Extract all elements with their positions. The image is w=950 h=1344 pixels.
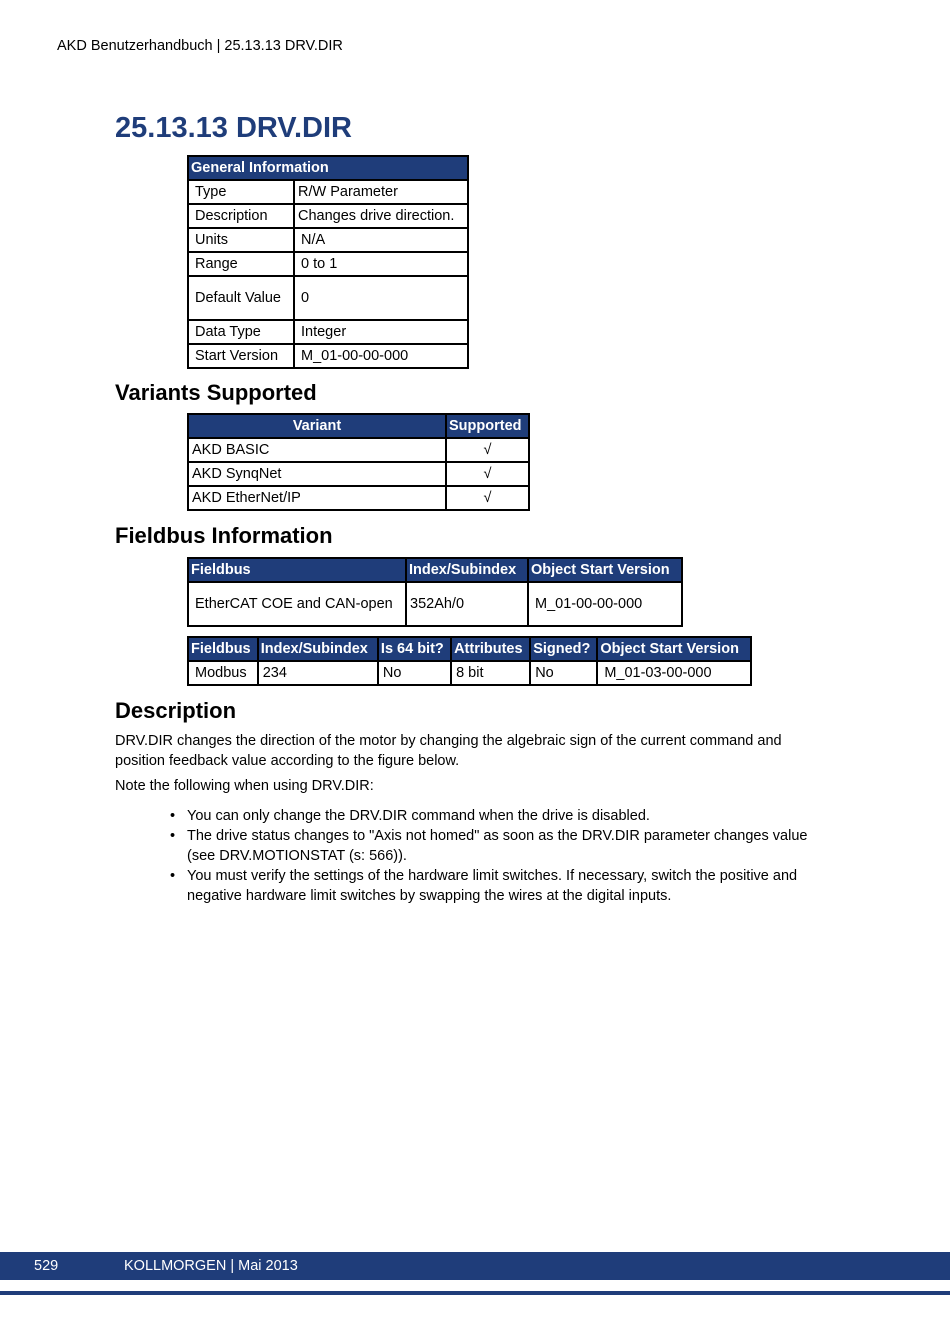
table-row — [188, 438, 529, 462]
fieldbus-table-canopen — [187, 557, 683, 627]
units-label: Units — [188, 228, 294, 252]
type-value: R/W Parameter — [294, 180, 468, 204]
data-type-value: Integer — [294, 320, 468, 344]
supported-check: √ — [446, 462, 529, 486]
table-row — [188, 582, 682, 626]
table-row — [188, 661, 751, 685]
list-item — [170, 826, 810, 866]
object-start-version-value: M_01-03-00-000 — [597, 661, 751, 685]
footer-text: KOLLMORGEN | Mai 2013 — [124, 1258, 298, 1274]
table-row — [188, 462, 529, 486]
table-row — [188, 252, 468, 276]
description-label: Description — [188, 204, 294, 228]
variant-column-header: Variant — [188, 414, 446, 438]
supported-check: √ — [446, 438, 529, 462]
fieldbus-name: Modbus — [188, 661, 258, 685]
list-item-text: The drive status changes to "Axis not homed" as soon as the DRV.DIR parameter changes value (see DRV.MOTIONSTAT (s: 566)). — [187, 828, 808, 864]
signed-value: No — [530, 661, 597, 685]
fieldbus-column-header: Fieldbus — [188, 637, 258, 661]
supported-check: √ — [446, 486, 529, 510]
list-item-text: You can only change the DRV.DIR command when the drive is disabled. — [187, 808, 650, 824]
table-row — [188, 276, 468, 320]
data-type-label: Data Type — [188, 320, 294, 344]
fieldbus-column-header: Fieldbus — [188, 558, 406, 582]
variant-name: AKD BASIC — [188, 438, 446, 462]
table-row — [188, 204, 468, 228]
default-value-label: Default Value — [188, 276, 294, 320]
object-start-version-value: M_01-00-00-000 — [528, 582, 682, 626]
description-heading: Description — [115, 698, 237, 723]
is-64-bit-column-header: Is 64 bit? — [378, 637, 451, 661]
index-value: 234 — [258, 661, 378, 685]
fieldbus-name: EtherCAT COE and CAN-open — [188, 582, 406, 626]
variants-table — [187, 413, 530, 511]
index-value: 352Ah/0 — [406, 582, 528, 626]
bullet-icon: • — [170, 808, 176, 824]
general-information-table — [187, 155, 469, 369]
description-paragraph: DRV.DIR changes the direction of the motor by changing the algebraic sign of the current command and position feedback value according to the figure below. — [115, 733, 782, 769]
attributes-column-header: Attributes — [451, 637, 530, 661]
list-item — [170, 806, 810, 826]
variants-heading: Variants Supported — [115, 380, 317, 405]
units-value: N/A — [294, 228, 468, 252]
index-column-header: Index/Subindex — [406, 558, 528, 582]
object-start-version-column-header: Object Start Version — [528, 558, 682, 582]
table-row — [188, 228, 468, 252]
general-information-header: General Information — [188, 156, 468, 180]
bullet-icon: • — [170, 828, 176, 844]
page-number: 529 — [34, 1258, 59, 1274]
table-row — [188, 320, 468, 344]
description-value: Changes drive direction. — [294, 204, 468, 228]
start-version-value: M_01-00-00-000 — [294, 344, 468, 368]
object-start-version-column-header: Object Start Version — [597, 637, 751, 661]
index-column-header: Index/Subindex — [258, 637, 378, 661]
table-row — [188, 344, 468, 368]
list-item — [170, 866, 810, 906]
variant-name: AKD EtherNet/IP — [188, 486, 446, 510]
list-item-text: You must verify the settings of the hardware limit switches. If necessary, switch the positive and negative hardware limit switches by swapping the wires at the digital inputs. — [187, 868, 798, 904]
fieldbus-heading: Fieldbus Information — [115, 523, 333, 548]
range-value: 0 to 1 — [294, 252, 468, 276]
default-value-value: 0 — [294, 276, 468, 320]
fieldbus-table-modbus — [187, 636, 752, 686]
attributes-value: 8 bit — [451, 661, 530, 685]
notes-list — [170, 806, 810, 906]
note-intro: Note the following when using DRV.DIR: — [115, 778, 374, 794]
variant-name: AKD SynqNet — [188, 462, 446, 486]
is-64-bit-value: No — [378, 661, 451, 685]
type-label: Type — [188, 180, 294, 204]
table-row — [188, 486, 529, 510]
start-version-label: Start Version — [188, 344, 294, 368]
signed-column-header: Signed? — [530, 637, 597, 661]
bullet-icon: • — [170, 868, 176, 884]
page-title: 25.13.13 DRV.DIR — [115, 112, 352, 144]
running-header: AKD Benutzerhandbuch | 25.13.13 DRV.DIR — [57, 38, 343, 54]
supported-column-header: Supported — [446, 414, 529, 438]
footer-divider — [0, 1291, 950, 1295]
table-row — [188, 180, 468, 204]
range-label: Range — [188, 252, 294, 276]
